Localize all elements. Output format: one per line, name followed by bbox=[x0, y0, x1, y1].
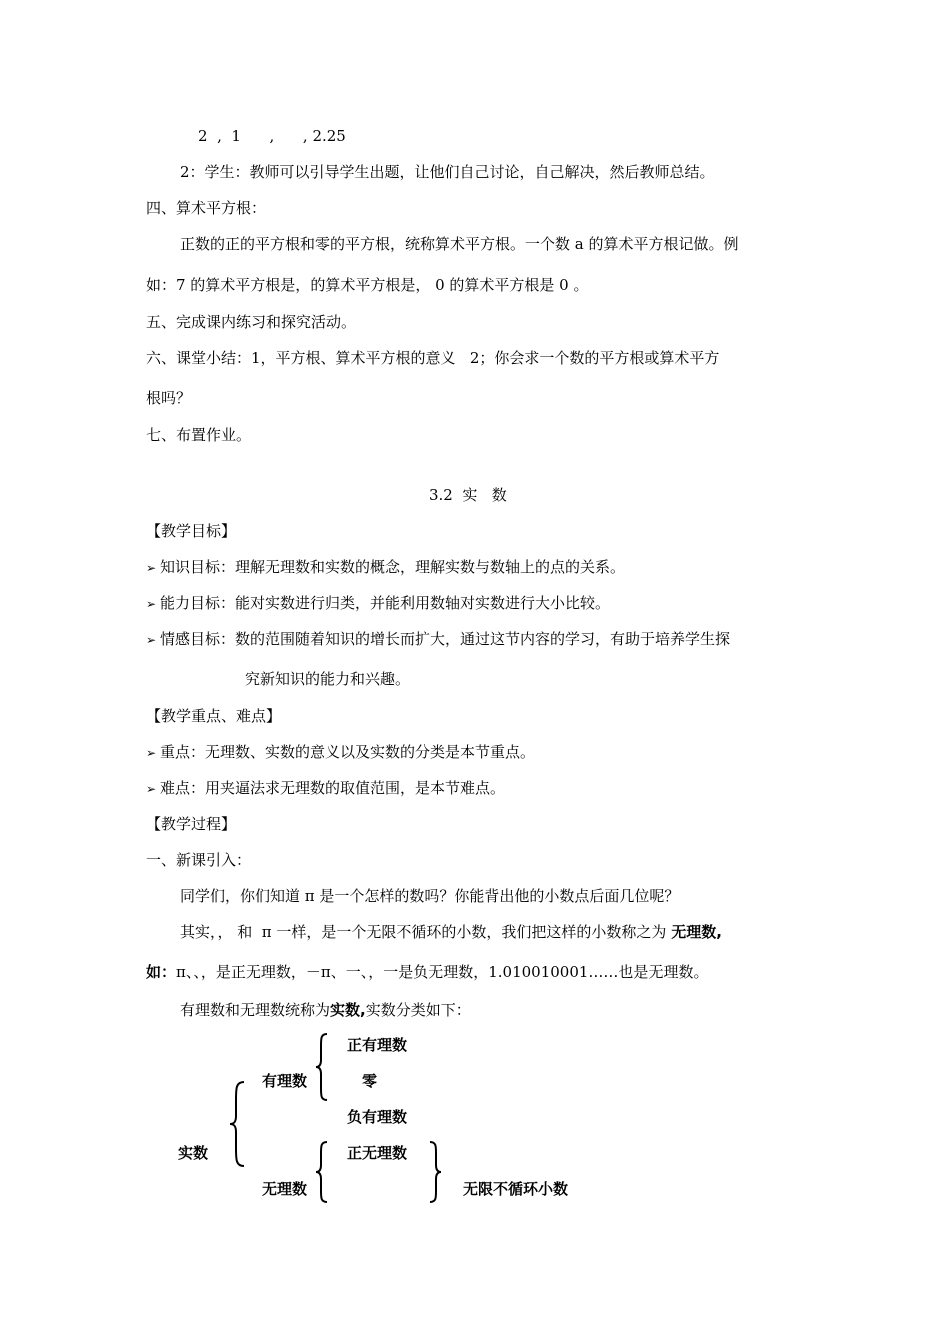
intro-heading: 一、新课引入： bbox=[146, 851, 252, 869]
left-brace-icon bbox=[314, 1140, 330, 1204]
goal-emotion-cont: 究新知识的能力和兴趣。 bbox=[245, 670, 411, 688]
key-heading: 【教学重点、难点】 bbox=[146, 707, 282, 725]
bullet-arrow-icon: ➢ bbox=[146, 561, 157, 575]
real-term: 实数, bbox=[330, 1001, 366, 1019]
label-pos-rational: 正有理数 bbox=[347, 1036, 408, 1054]
label-irrational: 无理数 bbox=[262, 1180, 308, 1198]
label-zero: 零 bbox=[362, 1072, 378, 1090]
difficult-point bbox=[146, 778, 505, 799]
key-point-text: 重点：无理数、实数的意义以及实数的分类是本节重点。 bbox=[160, 743, 536, 761]
intro-para-line2 bbox=[146, 962, 708, 982]
goal-ability-text: 能力目标：能对实数进行归类，并能利用数轴对实数进行大小比较。 bbox=[160, 594, 611, 612]
goal-ability bbox=[146, 593, 610, 614]
left-brace-icon bbox=[228, 1080, 248, 1168]
intro-para-line1 bbox=[180, 922, 722, 942]
bullet-arrow-icon: ➢ bbox=[146, 782, 157, 796]
bullet-arrow-icon: ➢ bbox=[146, 633, 157, 647]
goals-heading: 【教学目标】 bbox=[146, 522, 237, 540]
intro-question: 同学们，你们知道 π 是一个怎样的数吗？你能背出他的小数点后面几位呢？ bbox=[180, 887, 680, 905]
section-4-para-line2: 如：7 的算术平方根是，的算术平方根是， 0 的算术平方根是 0 。 bbox=[146, 276, 589, 294]
section-6-line1: 六、课堂小结：1，平方根、算术平方根的意义 2；你会求一个数的平方根或算术平方 bbox=[146, 349, 720, 367]
left-brace-icon bbox=[314, 1032, 330, 1102]
right-brace-icon bbox=[427, 1140, 443, 1204]
lesson-title: 3.2 实 数 bbox=[429, 486, 507, 504]
irrational-term: 无理数, bbox=[671, 923, 722, 941]
bullet-arrow-icon: ➢ bbox=[146, 597, 157, 611]
section-6-line2: 根吗？ bbox=[146, 389, 192, 407]
real-definition bbox=[180, 1000, 471, 1020]
goal-knowledge bbox=[146, 557, 625, 578]
label-neg-rational: 负有理数 bbox=[347, 1108, 408, 1126]
bullet-arrow-icon: ➢ bbox=[146, 746, 157, 760]
section-4-para-line1: 正数的正的平方根和零的平方根，统称算术平方根。一个数 a 的算术平方根记做。例 bbox=[180, 235, 739, 253]
key-point bbox=[146, 742, 535, 763]
label-nonrepeating: 无限不循环小数 bbox=[463, 1180, 569, 1198]
section-4-heading: 四、算术平方根： bbox=[146, 199, 267, 217]
student-line: 2：学生：教师可以引导学生出题，让他们自己讨论，自己解决，然后教师总结。 bbox=[180, 163, 715, 181]
example-label: 如： bbox=[146, 963, 177, 981]
process-heading: 【教学过程】 bbox=[146, 815, 237, 833]
difficult-point-text: 难点：用夹逼法求无理数的取值范围，是本节难点。 bbox=[160, 779, 506, 797]
label-rational: 有理数 bbox=[262, 1072, 308, 1090]
real-def-pre: 有理数和无理数统称为 bbox=[180, 1001, 331, 1019]
intro-para-text: 其实，， 和 π 一样，是一个无限不循环的小数，我们把这样的小数称之为 bbox=[180, 923, 672, 941]
label-real: 实数 bbox=[178, 1144, 209, 1162]
real-def-post: 实数分类如下： bbox=[365, 1001, 471, 1019]
label-pos-irrational: 正无理数 bbox=[347, 1144, 408, 1162]
goal-knowledge-text: 知识目标：理解无理数和实数的概念，理解实数与数轴上的点的关系。 bbox=[160, 558, 626, 576]
section-7-heading: 七、布置作业。 bbox=[146, 426, 252, 444]
goal-emotion-text: 情感目标：数的范围随着知识的增长而扩大，通过这节内容的学习，有助于培养学生探 bbox=[160, 630, 731, 648]
intro-para-text-2: π、、，是正无理数，－π、一、，一是负无理数，1.010010001……也是无理数。 bbox=[176, 963, 709, 981]
section-5-heading: 五、完成课内练习和探究活动。 bbox=[146, 313, 357, 331]
goal-emotion bbox=[146, 629, 730, 650]
numbers-line: 2 , 1 , , 2.25 bbox=[198, 127, 346, 145]
